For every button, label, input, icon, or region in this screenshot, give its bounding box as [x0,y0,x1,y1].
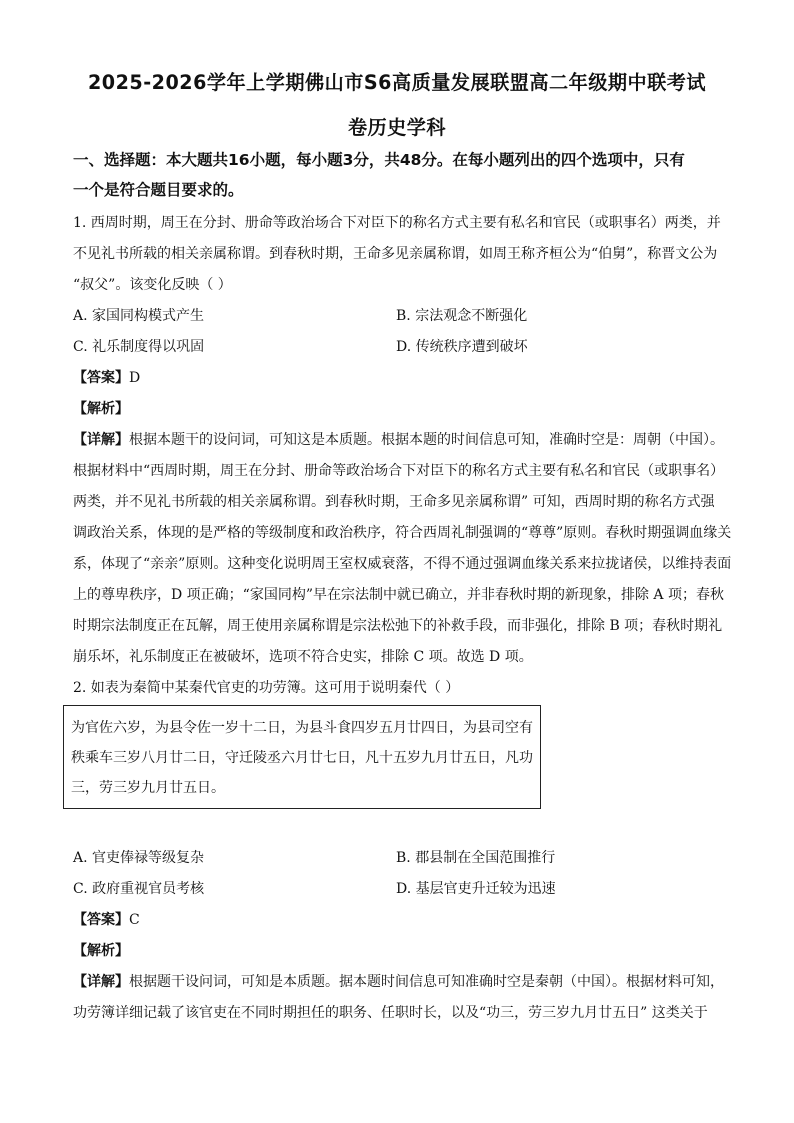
q2-option-a[interactable]: A. 官吏俸禄等级复杂 [73,850,205,866]
q2-detail-line: 【详解】根据题干设问词，可知是本质题。据本题时间信息可知准确时空是秦朝（中国）。根据材料可知， [73,974,724,990]
q1-detail-line: 【详解】根据本题干的设问词，可知这是本质题。根据本题的时间信息可知，准确时空是：周朝（中国）。 [73,432,724,448]
q1-analysis-label: 【解析】 [73,401,129,417]
answer-label: 【答案】 [73,912,129,928]
q1-option-b[interactable]: B. 宗法观念不断强化 [396,308,528,324]
q1-stem-line: 1. 西周时期，周王在分封、册命等政治场合下对臣下的称名方式主要有私名和官民（或职事名）两类，并 [73,215,721,231]
q1-option-c[interactable]: C. 礼乐制度得以巩固 [73,339,205,355]
q1-detail-line: 两类，并不见礼书所载的相关亲属称谓。到春秋时期，王命多见亲属称谓” 可知，西周时期的称名方式强 [73,494,715,510]
q2-stem: 2. 如表为秦简中某秦代官吏的功劳簿。这可用于说明秦代（ ） [73,680,460,696]
q1-stem-line: 不见礼书所载的相关亲属称谓。到春秋时期，王命多见亲属称谓，如周王称齐桓公为“伯舅”，称晋文公为 [73,246,718,262]
detail-label: 【详解】 [73,432,129,448]
q1-answer [73,368,140,388]
detail-label: 【详解】 [73,974,129,990]
material-line: 为官佐六岁，为县令佐一岁十二日，为县斗食四岁五月廿四日，为县司空有 [71,720,533,736]
q1-detail-line: 崩乐坏，礼乐制度正在被破坏，选项不符合史实，排除 C 项。故选 D 项。 [73,649,533,665]
answer-value: D [129,370,141,386]
q2-material-box [63,705,541,809]
q1-detail-line: 调政治关系，体现的是严格的等级制度和政治秩序，符合西周礼制强调的“尊尊”原则。春秋时期强调血缘关 [73,525,732,541]
material-line: 三，劳三岁九月廿五日。 [71,780,225,796]
q2-option-b[interactable]: B. 郡县制在全国范围推行 [396,850,556,866]
answer-value: C [129,912,140,928]
q2-analysis-label: 【解析】 [73,943,129,959]
q1-option-d[interactable]: D. 传统秩序遭到破坏 [396,339,528,355]
exam-title-line-1: 2025-2026学年上学期佛山市S6高质量发展联盟高二年级期中联考试 [88,71,706,94]
answer-label: 【答案】 [73,370,129,386]
q2-option-c[interactable]: C. 政府重视官员考核 [73,881,205,897]
q1-detail-line: 时期宗法制度正在瓦解，周王使用亲属称谓是宗法松弛下的补救手段，而非强化，排除 B 项；春秋时期礼 [73,618,723,634]
q1-detail-line: 系，体现了“亲亲”原则。这种变化说明周王室权威衰落，不得不通过强调血缘关系来拉拢诸侯，以维持表面 [73,556,732,572]
q1-detail-line: 根据材料中“西周时期，周王在分封、册命等政治场合下对臣下的称名方式主要有私名和官民（或职事名） [73,463,725,479]
q1-option-a[interactable]: A. 家国同构模式产生 [73,308,205,324]
section-heading-line-1: 一、选择题：本大题共16小题，每小题3分，共48分。在每小题列出的四个选项中，只有 [73,151,685,169]
q2-detail-line: 功劳簿详细记载了该官吏在不同时期担任的职务、任职时长，以及“功三，劳三岁九月廿五日” 这类关于 [73,1005,708,1021]
section-heading-line-2: 一个是符合题目要求的。 [73,181,244,199]
q2-answer [73,910,140,930]
exam-title-line-2: 卷历史学科 [347,116,447,139]
q1-detail-line: 上的尊卑秩序，D 项正确；“家国同构”早在宗法制中就已确立，并非春秋时期的新现象，排除 A 项；春秋 [73,587,724,603]
material-line: 秩乘车三岁八月廿二日，守迁陵丞六月廿七日，凡十五岁九月廿五日，凡功 [71,750,533,766]
q1-stem-line: “叔父”。该变化反映（ ） [73,277,232,293]
q2-option-d[interactable]: D. 基层官吏升迁较为迅速 [396,881,556,897]
